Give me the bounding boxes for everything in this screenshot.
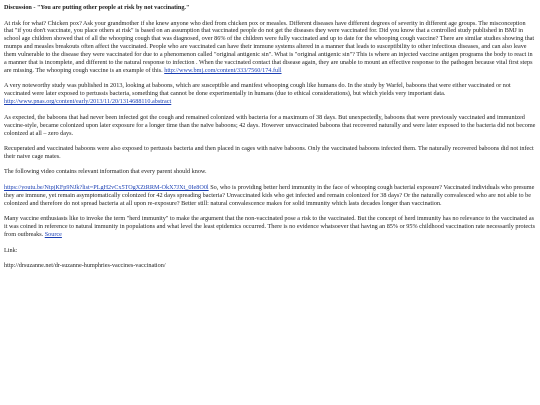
link-label: Link: [4, 246, 18, 254]
paragraph-text: Many vaccine enthusiasts like to invoke the term "herd immunity" to make the argument that the non-vaccinated pose a risk to the vaccinated. But the concept of herd immunity has no relevance to the vaccinated as it was coined in reference to natural immunity in populations and what level the least epidemics occurred. There is no evidence whatsoever that having an 85% or 95% childhood vaccination rate necessarily protects from outbreaks. [4, 215, 535, 239]
paragraph-text: At risk for what? Chicken pox? Ask your grandmother if she knew anyone who died from chicken pox or measles. Different diseases have different degrees of severity in different age groups. The misconception that "if you don't vaccinate, you place others at risk" is based on an assumption that vaccinated people do not get the diseases they were vaccinated for. Did you know that a controlled study published in BMJ in school age children showed that of all the whooping cough that was diagnosed, over 86% of the children were fully vaccinated and up to date for the whooping cough vaccine? There are similar studies showing that mumps and measles breakouts often affect the vaccinated. People who are vaccinated can have their immune systems altered in a manner that leads to susceptibility to other infectious diseases, and can also leave them vulnerable to the disease they were vaccinated for due to a phenomenon called "original antigenic sin". What is "original antigenic sin"? This is where an injected vaccine antigen programs the body to react in a manner that is incomplete, and different to the natural response to infection . When the vaccinated contact that disease again, they are unable to mount an effective response to the pathogen because vital first steps are missing. The whooping cough vaccine is an example of this. [4, 19, 535, 74]
paragraph-text: So, who is providing better herd immunity in the face of whooping cough bacterial exposure? Vaccinated individuals who presume they are immune, yet remain asymptomatically colonized for 42 days spreading bacteria? Unvaccinated kids who get infected and remain colonized for 38 days? Or the naturally convalesced who are not able to be colonized and therefore do not spread bacteria at all upon re-exposure? Better still: natural convalescence makes for solid immunity which lasts decades longer than vaccination. [4, 183, 535, 207]
paragraph-recuperated: Recuperated and vaccinated baboons were also exposed to pertussis bacteria and then placed in cages with naive baboons. Only the vaccinated baboons infected them. The naturally recovered baboons did not infect their naive cage mates. [4, 145, 534, 160]
pnas-link[interactable]: http://www.pnas.org/content/early/2013/11/20/1314688110.abstract [4, 98, 172, 106]
drsuzanne-url: http://drsuzanne.net/dr-suzanne-humphries-vaccines-vaccination/ [4, 262, 166, 270]
discussion-title: Discussion - "You are putting other people at risk by not vaccinating." [4, 4, 190, 11]
paragraph-at-risk [4, 20, 536, 75]
bmj-link[interactable]: http://www.bmj.com/content/333/7560/174.full [164, 66, 282, 74]
paragraph-video-intro: The following video contains relevant information that every parent should know. [4, 168, 207, 176]
paragraph-baboon-study [4, 82, 536, 106]
paragraph-text: A very noteworthy study was published in 2013, looking at baboons, which are susceptible and manifest whooping cough like humans do. In the study by Warfel, baboons that were either vaccinated or not vaccinated were later exposed to pertussis bacteria, something that cannot be done experimentally in humans (due to ethical considerations), but which yields very important data. [4, 82, 511, 98]
youtube-link[interactable]: https://youtu.be/NtpjKFp9NJk?list=PLgH2vCx5TOgXZtRRM-OkX7JXt_0Ie8O0l [4, 183, 209, 191]
source-link[interactable]: Source [44, 231, 62, 239]
paragraph-results: As expected, the baboons that had never been infected got the cough and remained colonized with bacteria for a maximum of 38 days. But unexpectedly, baboons that were previously vaccinated and immunized vaccine-style, became colonized upon later exposure for a longer time than the naïve baboons; 42 days. However unvaccinated baboons that recovered naturally and were later exposed to the bacteria did not become colonized at all – zero days. [4, 113, 536, 137]
paragraph-herd-immunity [4, 215, 536, 239]
paragraph-herd-question [4, 184, 536, 208]
